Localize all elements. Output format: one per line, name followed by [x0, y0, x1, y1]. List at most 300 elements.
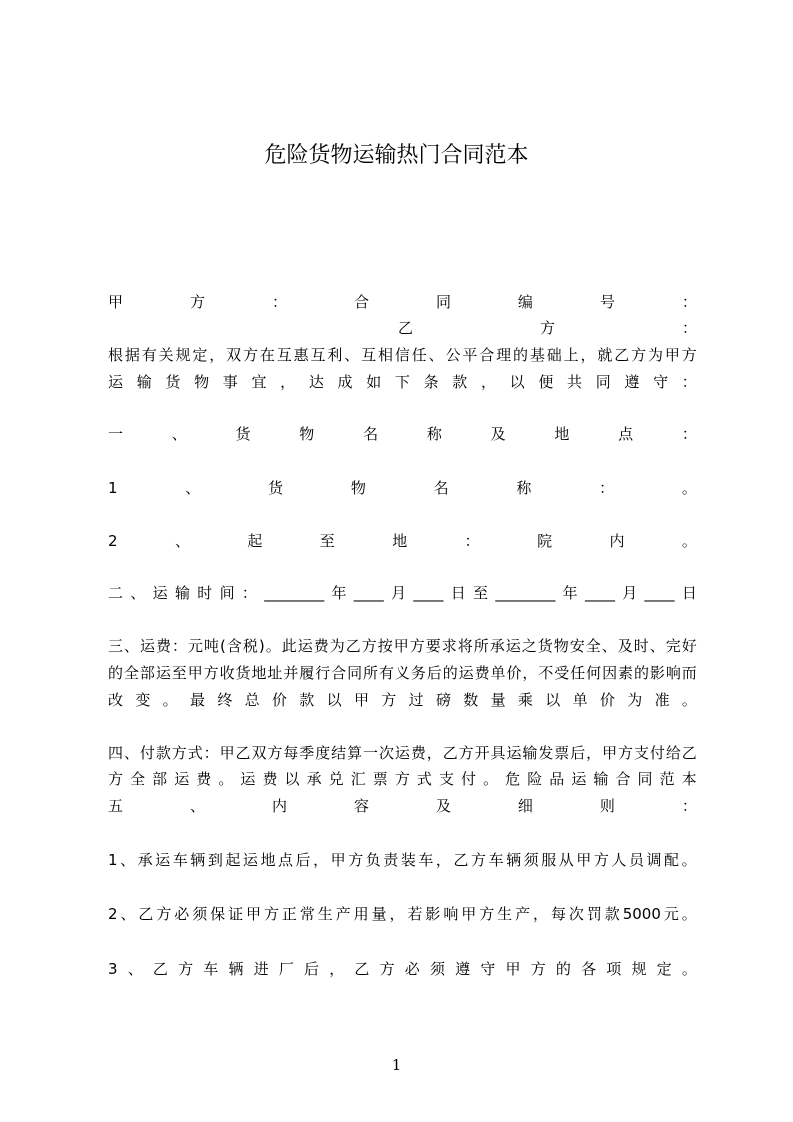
text-glyph: 而	[681, 664, 697, 682]
text-glyph: 址	[267, 664, 283, 682]
text-glyph: 、	[649, 637, 665, 655]
text-glyph: 后	[295, 851, 311, 869]
text-glyph: 价	[271, 691, 287, 709]
text-glyph: 合	[353, 293, 369, 311]
text-glyph: 、	[120, 905, 136, 923]
text-glyph: 价	[599, 691, 615, 709]
text-glyph: 输	[593, 770, 609, 788]
text-glyph: 影	[425, 905, 441, 923]
text-glyph: 税	[242, 637, 258, 655]
text-glyph: 须	[429, 960, 445, 978]
text-glyph: 任	[411, 346, 427, 364]
text-glyph: 货	[235, 664, 251, 682]
text-glyph: 运	[152, 584, 168, 602]
text-glyph: 运	[458, 664, 474, 682]
text-glyph: 义	[394, 664, 410, 682]
text-glyph: 每	[550, 905, 566, 923]
text-glyph: 务	[410, 664, 426, 682]
text-glyph: 础	[546, 346, 562, 364]
text-glyph: 运	[506, 744, 522, 762]
text-glyph: 算	[347, 744, 363, 762]
text-glyph: 2	[108, 905, 118, 923]
text-glyph: 方	[178, 960, 194, 978]
text-glyph: 之	[521, 637, 537, 655]
text-glyph: 四	[108, 744, 124, 762]
text-glyph: 达	[308, 373, 324, 391]
text-glyph: 运	[571, 770, 587, 788]
text-glyph: 规	[631, 960, 647, 978]
text-glyph: 乙	[614, 346, 630, 364]
text-glyph: 甲	[219, 744, 235, 762]
text-glyph: 细	[517, 797, 533, 815]
text-glyph: 、	[124, 637, 140, 655]
text-glyph: 至	[171, 664, 187, 682]
text-glyph: 厂	[278, 960, 294, 978]
text-glyph: 方	[479, 905, 495, 923]
text-glyph: 准	[654, 691, 670, 709]
text-glyph: 公	[445, 346, 461, 364]
freight-line-1	[108, 635, 697, 657]
text-glyph: 方	[108, 770, 124, 788]
text-glyph: 同	[347, 664, 363, 682]
text-glyph: 称	[426, 425, 442, 443]
goods-name-line	[108, 477, 697, 499]
text-glyph: 部	[152, 770, 168, 788]
text-glyph: 。	[681, 905, 697, 923]
text-glyph: 合	[331, 664, 347, 682]
text-glyph: 三	[108, 637, 124, 655]
payment-line-1	[108, 742, 697, 764]
text-glyph: 车	[203, 960, 219, 978]
text-glyph: 兑	[328, 770, 344, 788]
rule-3-line	[108, 958, 697, 980]
text-glyph: 号	[599, 293, 615, 311]
text-glyph: 有	[378, 664, 394, 682]
text-glyph: 地	[260, 851, 276, 869]
text-glyph: 影	[649, 664, 665, 682]
text-glyph: ：	[681, 293, 697, 311]
text-glyph: 运	[240, 770, 256, 788]
text-glyph: 度	[315, 744, 331, 762]
text-glyph: )	[258, 637, 265, 655]
text-glyph: 项	[606, 960, 622, 978]
text-glyph: 、	[127, 960, 143, 978]
section-1-heading	[108, 423, 697, 445]
text-glyph: 甲	[108, 293, 124, 311]
text-glyph: 物	[194, 373, 210, 391]
text-glyph: 成	[337, 373, 353, 391]
text-glyph: 间	[219, 584, 235, 602]
text-glyph: 同	[435, 293, 451, 311]
text-glyph: 式	[187, 744, 203, 762]
text-glyph: 、	[189, 797, 205, 815]
text-glyph: 季	[299, 744, 315, 762]
text-glyph: 式	[416, 770, 432, 788]
text-glyph: 款	[299, 691, 315, 709]
text-glyph: 方	[348, 851, 364, 869]
text-glyph: 1	[108, 851, 118, 869]
text-glyph: 乙	[138, 905, 154, 923]
text-glyph: 为	[648, 346, 664, 364]
text-glyph: 方	[530, 960, 546, 978]
text-glyph: 运	[505, 637, 521, 655]
text-glyph: 则	[599, 797, 615, 815]
text-glyph: 及	[617, 637, 633, 655]
text-glyph: 全	[123, 664, 139, 682]
text-glyph: 根	[108, 346, 124, 364]
text-glyph: 到	[207, 851, 223, 869]
text-glyph: 必	[174, 905, 190, 923]
text-glyph: 运	[140, 637, 156, 655]
text-glyph: 甲	[664, 346, 680, 364]
text-glyph: 须	[523, 851, 539, 869]
text-glyph: 品	[549, 770, 565, 788]
document-title: 危险货物运输热门合同范本	[264, 143, 529, 168]
text-glyph: 后	[304, 960, 320, 978]
text-glyph: 二	[108, 584, 124, 602]
text-glyph: 合	[479, 346, 495, 364]
text-glyph: 常	[299, 905, 315, 923]
text-glyph: ________	[495, 584, 556, 602]
text-glyph: 次	[568, 905, 584, 923]
text-glyph: 方	[156, 905, 172, 923]
text-glyph: 费	[410, 744, 426, 762]
text-glyph: 容	[353, 797, 369, 815]
text-glyph: 互	[361, 346, 377, 364]
text-glyph: 费	[196, 770, 212, 788]
text-glyph: 付	[139, 744, 155, 762]
text-glyph: ：	[172, 637, 188, 655]
text-glyph: 装	[400, 851, 416, 869]
text-glyph: 负	[365, 851, 381, 869]
text-glyph: 的	[513, 346, 529, 364]
text-glyph: 证	[228, 905, 244, 923]
text-glyph: 上	[563, 346, 579, 364]
text-glyph: 以	[326, 691, 342, 709]
text-glyph: 响	[443, 905, 459, 923]
text-glyph: 好	[681, 637, 697, 655]
text-glyph: ：	[241, 584, 257, 602]
text-glyph: 的	[108, 664, 124, 682]
text-glyph: 吨	[204, 637, 220, 655]
text-glyph: 乙	[398, 319, 414, 337]
text-glyph: ，	[586, 744, 602, 762]
text-glyph: 每	[283, 744, 299, 762]
text-glyph: 1	[108, 479, 118, 497]
text-glyph: 价	[506, 664, 522, 682]
rule-1-line	[108, 849, 697, 871]
text-glyph: 方	[471, 851, 487, 869]
text-glyph: 单	[572, 691, 588, 709]
text-glyph: 便	[538, 373, 554, 391]
text-glyph: 素	[618, 664, 634, 682]
preamble-line-1	[108, 344, 697, 366]
text-glyph: 次	[378, 744, 394, 762]
text-glyph: 含	[226, 637, 242, 655]
text-glyph: 付	[461, 770, 477, 788]
text-glyph: 点	[618, 425, 634, 443]
text-glyph: ：	[681, 373, 697, 391]
text-glyph: 事	[222, 373, 238, 391]
text-glyph: 地	[392, 532, 408, 550]
text-glyph: 支	[633, 744, 649, 762]
text-glyph: 过	[408, 691, 424, 709]
text-glyph: 安	[569, 637, 585, 655]
text-glyph: ，	[329, 960, 345, 978]
text-glyph: 必	[404, 960, 420, 978]
text-glyph: 遵	[624, 373, 640, 391]
text-glyph: 时	[197, 584, 213, 602]
freight-line-2	[108, 662, 697, 684]
text-glyph: 款	[604, 905, 620, 923]
text-glyph: 甲	[187, 664, 203, 682]
text-glyph: 发	[538, 744, 554, 762]
text-glyph: ：	[681, 425, 697, 443]
text-glyph: 用	[353, 905, 369, 923]
text-glyph: 。	[162, 691, 178, 709]
text-glyph: 至	[319, 532, 335, 550]
rule-2-line	[108, 903, 697, 925]
text-glyph: ____	[584, 584, 615, 602]
text-glyph: 各	[581, 960, 597, 978]
text-glyph: 、	[123, 744, 139, 762]
text-glyph: 条	[423, 373, 439, 391]
text-glyph: 日	[450, 584, 466, 602]
text-glyph: 货	[165, 373, 181, 391]
text-glyph: 终	[217, 691, 233, 709]
text-glyph: 保	[210, 905, 226, 923]
text-glyph: 方	[267, 744, 283, 762]
text-glyph: 下	[394, 373, 410, 391]
text-glyph: 地	[251, 664, 267, 682]
text-glyph: 、	[344, 346, 360, 364]
text-glyph: 以	[509, 373, 525, 391]
text-glyph: 支	[438, 770, 454, 788]
text-glyph: 输	[136, 373, 152, 391]
text-glyph: 定	[192, 346, 208, 364]
text-glyph: ，	[435, 851, 451, 869]
text-glyph: 磅	[435, 691, 451, 709]
text-glyph: 、	[120, 851, 136, 869]
text-glyph: 货	[235, 425, 251, 443]
text-glyph: 范	[659, 770, 675, 788]
text-glyph: 方	[458, 744, 474, 762]
text-glyph: 输	[522, 744, 538, 762]
text-glyph: 在	[259, 346, 275, 364]
text-glyph: ，	[313, 851, 329, 869]
text-glyph: 乙	[152, 960, 168, 978]
text-glyph: 的	[555, 960, 571, 978]
text-glyph: 票	[554, 744, 570, 762]
text-glyph: 年	[562, 584, 578, 602]
text-glyph: 院	[537, 532, 553, 550]
text-glyph: 乙	[235, 744, 251, 762]
text-glyph: 5000	[622, 905, 661, 923]
text-glyph: 起	[247, 532, 263, 550]
text-glyph: 至	[473, 584, 489, 602]
text-glyph: 的	[633, 664, 649, 682]
text-glyph: 险	[527, 770, 543, 788]
text-glyph: 数	[463, 691, 479, 709]
text-glyph: ，	[280, 373, 296, 391]
text-glyph: 款	[155, 744, 171, 762]
text-glyph: 全	[585, 637, 601, 655]
preamble-line-2	[108, 371, 697, 393]
text-glyph: 方	[593, 851, 609, 869]
text-glyph: 有	[141, 346, 157, 364]
text-glyph: 求	[441, 637, 457, 655]
text-glyph: 。	[218, 770, 234, 788]
text-glyph: 理	[496, 346, 512, 364]
text-glyph: 方	[681, 346, 697, 364]
text-glyph: ，	[480, 373, 496, 391]
text-glyph: 票	[372, 770, 388, 788]
text-glyph: 守	[653, 373, 669, 391]
text-glyph: 定	[656, 960, 672, 978]
text-glyph: 危	[505, 770, 521, 788]
text-glyph: 任	[570, 664, 586, 682]
text-glyph: 承	[306, 770, 322, 788]
text-glyph: 运	[108, 373, 124, 391]
text-glyph: 本	[681, 770, 697, 788]
text-glyph: 。	[681, 479, 697, 497]
text-glyph: 生	[317, 905, 333, 923]
page-number: 1	[391, 1056, 402, 1074]
text-glyph: 月	[622, 584, 638, 602]
text-glyph: 行	[315, 664, 331, 682]
text-glyph: 运	[174, 770, 190, 788]
text-glyph: 方	[381, 691, 397, 709]
text-glyph: 。	[265, 637, 281, 655]
text-glyph: 全	[130, 770, 146, 788]
text-glyph: 名	[363, 425, 379, 443]
text-glyph: 开	[474, 744, 490, 762]
text-glyph: ：	[599, 479, 615, 497]
text-glyph: 乙	[681, 744, 697, 762]
text-glyph: 改	[108, 691, 124, 709]
text-glyph: 方	[409, 637, 425, 655]
text-glyph: 付	[649, 744, 665, 762]
text-glyph: 以	[545, 691, 561, 709]
text-glyph: 甲	[353, 691, 369, 709]
text-glyph: 甲	[602, 744, 618, 762]
text-glyph: ，	[389, 905, 405, 923]
text-glyph: 不	[538, 664, 554, 682]
text-glyph: 地	[554, 425, 570, 443]
text-glyph: 如	[366, 373, 382, 391]
text-glyph: ____	[644, 584, 675, 602]
text-glyph: 完	[665, 637, 681, 655]
text-glyph: ____	[413, 584, 444, 602]
text-glyph: 。	[681, 851, 697, 869]
text-glyph: 利	[327, 346, 343, 364]
text-glyph: 2	[108, 532, 118, 550]
text-glyph: 方	[539, 319, 555, 337]
text-glyph: 从	[558, 851, 574, 869]
text-glyph: 五	[108, 797, 124, 815]
text-glyph: 、	[174, 532, 190, 550]
text-glyph: 受	[554, 664, 570, 682]
text-glyph: 责	[383, 851, 399, 869]
text-glyph: 运	[155, 664, 171, 682]
text-glyph: 须	[192, 905, 208, 923]
text-glyph: 运	[242, 851, 258, 869]
text-glyph: 人	[611, 851, 627, 869]
text-glyph: 款	[452, 373, 468, 391]
text-glyph: 后	[570, 744, 586, 762]
text-glyph: 名	[433, 479, 449, 497]
text-glyph: 车	[418, 851, 434, 869]
text-glyph: 内	[609, 532, 625, 550]
text-glyph: 将	[457, 637, 473, 655]
text-glyph: 。	[483, 770, 499, 788]
text-glyph: 方	[189, 293, 205, 311]
text-glyph: 因	[602, 664, 618, 682]
text-glyph: 互	[310, 346, 326, 364]
text-glyph: ：	[681, 797, 697, 815]
text-glyph: 方	[394, 770, 410, 788]
text-glyph: 此	[281, 637, 297, 655]
text-glyph: 量	[371, 905, 387, 923]
text-glyph: 宜	[251, 373, 267, 391]
text-glyph: 量	[490, 691, 506, 709]
text-glyph: 为	[627, 691, 643, 709]
text-glyph: 甲	[576, 851, 592, 869]
text-glyph: 月	[391, 584, 407, 602]
text-glyph: 互	[276, 346, 292, 364]
text-glyph: 、	[185, 479, 201, 497]
transport-time-line	[108, 582, 697, 604]
text-glyph: 按	[377, 637, 393, 655]
text-glyph: 车	[488, 851, 504, 869]
text-glyph: 物	[553, 637, 569, 655]
text-glyph: ，	[426, 744, 442, 762]
text-glyph: 一	[108, 425, 124, 443]
text-glyph: 遵	[455, 960, 471, 978]
section-5-heading	[108, 795, 697, 817]
text-glyph: 甲	[330, 851, 346, 869]
text-glyph: 乙	[345, 637, 361, 655]
text-glyph: ：	[681, 319, 697, 337]
text-glyph: 编	[517, 293, 533, 311]
text-glyph: 甲	[505, 960, 521, 978]
text-glyph: 费	[156, 637, 172, 655]
text-glyph: 运	[394, 744, 410, 762]
text-glyph: 规	[175, 346, 191, 364]
text-glyph: 3	[108, 960, 118, 978]
text-glyph: 点	[278, 851, 294, 869]
text-glyph: 守	[480, 960, 496, 978]
text-glyph: 若	[407, 905, 423, 923]
text-glyph: 员	[628, 851, 644, 869]
text-glyph: 双	[226, 346, 242, 364]
text-glyph: 货	[537, 637, 553, 655]
text-glyph: 方	[379, 960, 395, 978]
text-glyph: 收	[219, 664, 235, 682]
text-glyph: 以	[284, 770, 300, 788]
text-glyph: 、	[130, 584, 146, 602]
text-glyph: 乙	[354, 960, 370, 978]
text-glyph: 辆	[190, 851, 206, 869]
text-glyph: 服	[541, 851, 557, 869]
text-glyph: 合	[615, 770, 631, 788]
party-b-line	[398, 317, 697, 339]
text-glyph: 乙	[442, 744, 458, 762]
text-glyph: 关	[158, 346, 174, 364]
text-glyph: ____	[353, 584, 384, 602]
text-glyph: 运	[297, 637, 313, 655]
text-glyph: 履	[299, 664, 315, 682]
